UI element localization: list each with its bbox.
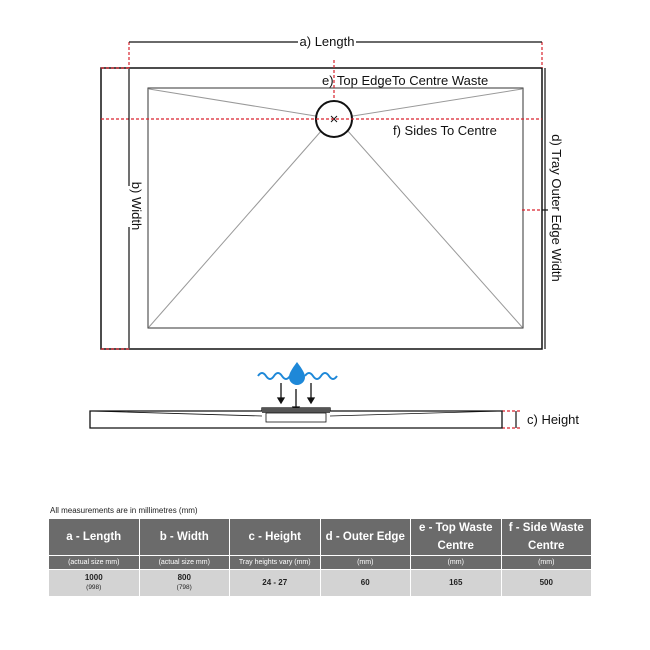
- cell-top-waste-centre: 165: [411, 570, 502, 597]
- table-row: [49, 570, 592, 597]
- sides-label: f) Sides To Centre: [393, 123, 497, 138]
- water-drop-icon: [289, 362, 305, 385]
- header-length: a - Length: [49, 519, 140, 556]
- header-outer-edge: d - Outer Edge: [320, 519, 411, 556]
- header-outer-edge-sub: (mm): [320, 556, 411, 570]
- cell-height: 24 - 27: [230, 570, 321, 597]
- cell-length-actual: (998): [86, 584, 102, 591]
- header-top-waste-centre-sub: (mm): [411, 556, 502, 570]
- cell-side-waste-centre: 500: [501, 570, 592, 597]
- cell-width-actual: (798): [176, 584, 192, 591]
- top-edge-label: e) Top EdgeTo Centre Waste: [322, 73, 489, 88]
- dimension-guides: [101, 42, 542, 428]
- cell-width: [139, 570, 230, 597]
- outer-edge-label: d) Tray Outer Edge Width: [549, 134, 564, 282]
- header-side-waste-centre: f - Side Waste Centre: [501, 519, 592, 556]
- cell-length: [49, 570, 140, 597]
- width-label: b) Width: [129, 181, 144, 231]
- waste-profile: [262, 408, 330, 413]
- header-length-sub: (actual size mm): [49, 556, 140, 570]
- header-height: c - Height: [230, 519, 321, 556]
- header-top-waste-centre: e - Top Waste Centre: [411, 519, 502, 556]
- header-height-sub: Tray heights vary (mm): [230, 556, 321, 570]
- header-side-waste-centre-sub: (mm): [501, 556, 592, 570]
- header-width: b - Width: [139, 519, 230, 556]
- dimension-lines: [129, 42, 548, 428]
- length-label: a) Length: [299, 34, 355, 49]
- waste-trap: [266, 413, 326, 422]
- measurement-note: All measurements are in millimetres (mm): [50, 506, 198, 515]
- cell-length-value: 1000: [84, 573, 103, 582]
- specification-table: [48, 518, 592, 597]
- cell-width-value: 800: [177, 573, 191, 582]
- header-width-sub: (actual size mm): [139, 556, 230, 570]
- height-label: c) Height: [527, 412, 580, 427]
- cell-outer-edge: 60: [320, 570, 411, 597]
